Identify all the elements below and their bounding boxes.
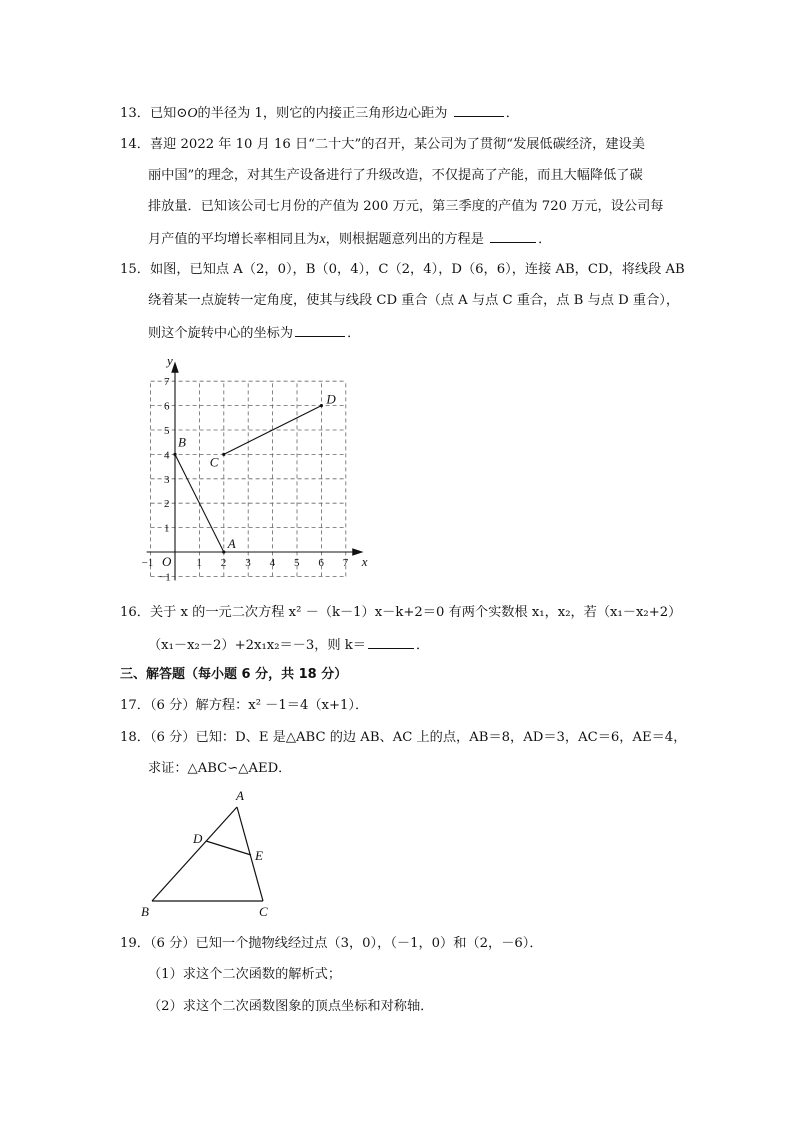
point-D (320, 404, 323, 407)
y-tick-label: 2 (164, 498, 170, 511)
y-tick-label: −1 (159, 571, 171, 584)
grid-lines (151, 381, 346, 576)
point-A (222, 550, 225, 553)
question-17: 17．（6 分）解方程：x² －1＝4（x+1）． (120, 698, 369, 713)
y-tick-label: 3 (164, 473, 170, 486)
point-label-B: B (178, 434, 186, 450)
x-tick-label: −1 (141, 557, 154, 569)
label-E: E (255, 848, 263, 863)
y-tick-label: 6 (164, 400, 170, 413)
answer-blank[interactable] (295, 324, 345, 337)
label-C: C (259, 904, 268, 919)
coordinate-graph (135, 350, 375, 590)
point-label-A: A (227, 536, 236, 551)
x-tick-label: 7 (342, 557, 349, 569)
x-tick-label: 5 (294, 557, 300, 569)
y-axis-label: y (167, 353, 173, 369)
x-axis-label: x (361, 554, 368, 569)
x-tick-label: 2 (220, 557, 227, 569)
y-arrow (172, 363, 178, 372)
x-tick-label: 1 (196, 557, 202, 569)
y-tick-label: 4 (164, 449, 170, 462)
answer-blank[interactable] (368, 636, 414, 649)
x-tick-label: 3 (245, 557, 251, 569)
x-tick-label: 6 (318, 557, 324, 569)
point-C (222, 453, 225, 456)
answer-blank[interactable] (490, 230, 536, 243)
point-B (173, 453, 176, 456)
x-tick-label: 4 (269, 557, 276, 569)
x-arrow (353, 549, 362, 555)
y-tick-label: 7 (164, 376, 170, 389)
label-A: A (236, 788, 244, 803)
triangle-figure (135, 785, 285, 925)
y-tick-label: 5 (164, 425, 170, 437)
point-label-D: D (326, 391, 336, 407)
question-13: 13．已知⊙O的半径为 1，则它的内接正三角形边心距为 ． (120, 106, 519, 121)
label-D: D (193, 831, 203, 846)
origin-label: O (162, 554, 172, 569)
label-B: B (141, 904, 149, 919)
y-tick-label: 1 (164, 522, 170, 535)
answer-blank[interactable] (454, 104, 504, 117)
point-label-C: C (209, 454, 219, 470)
section-title: 三、解答题（每小题 6 分，共 18 分） (120, 667, 348, 682)
